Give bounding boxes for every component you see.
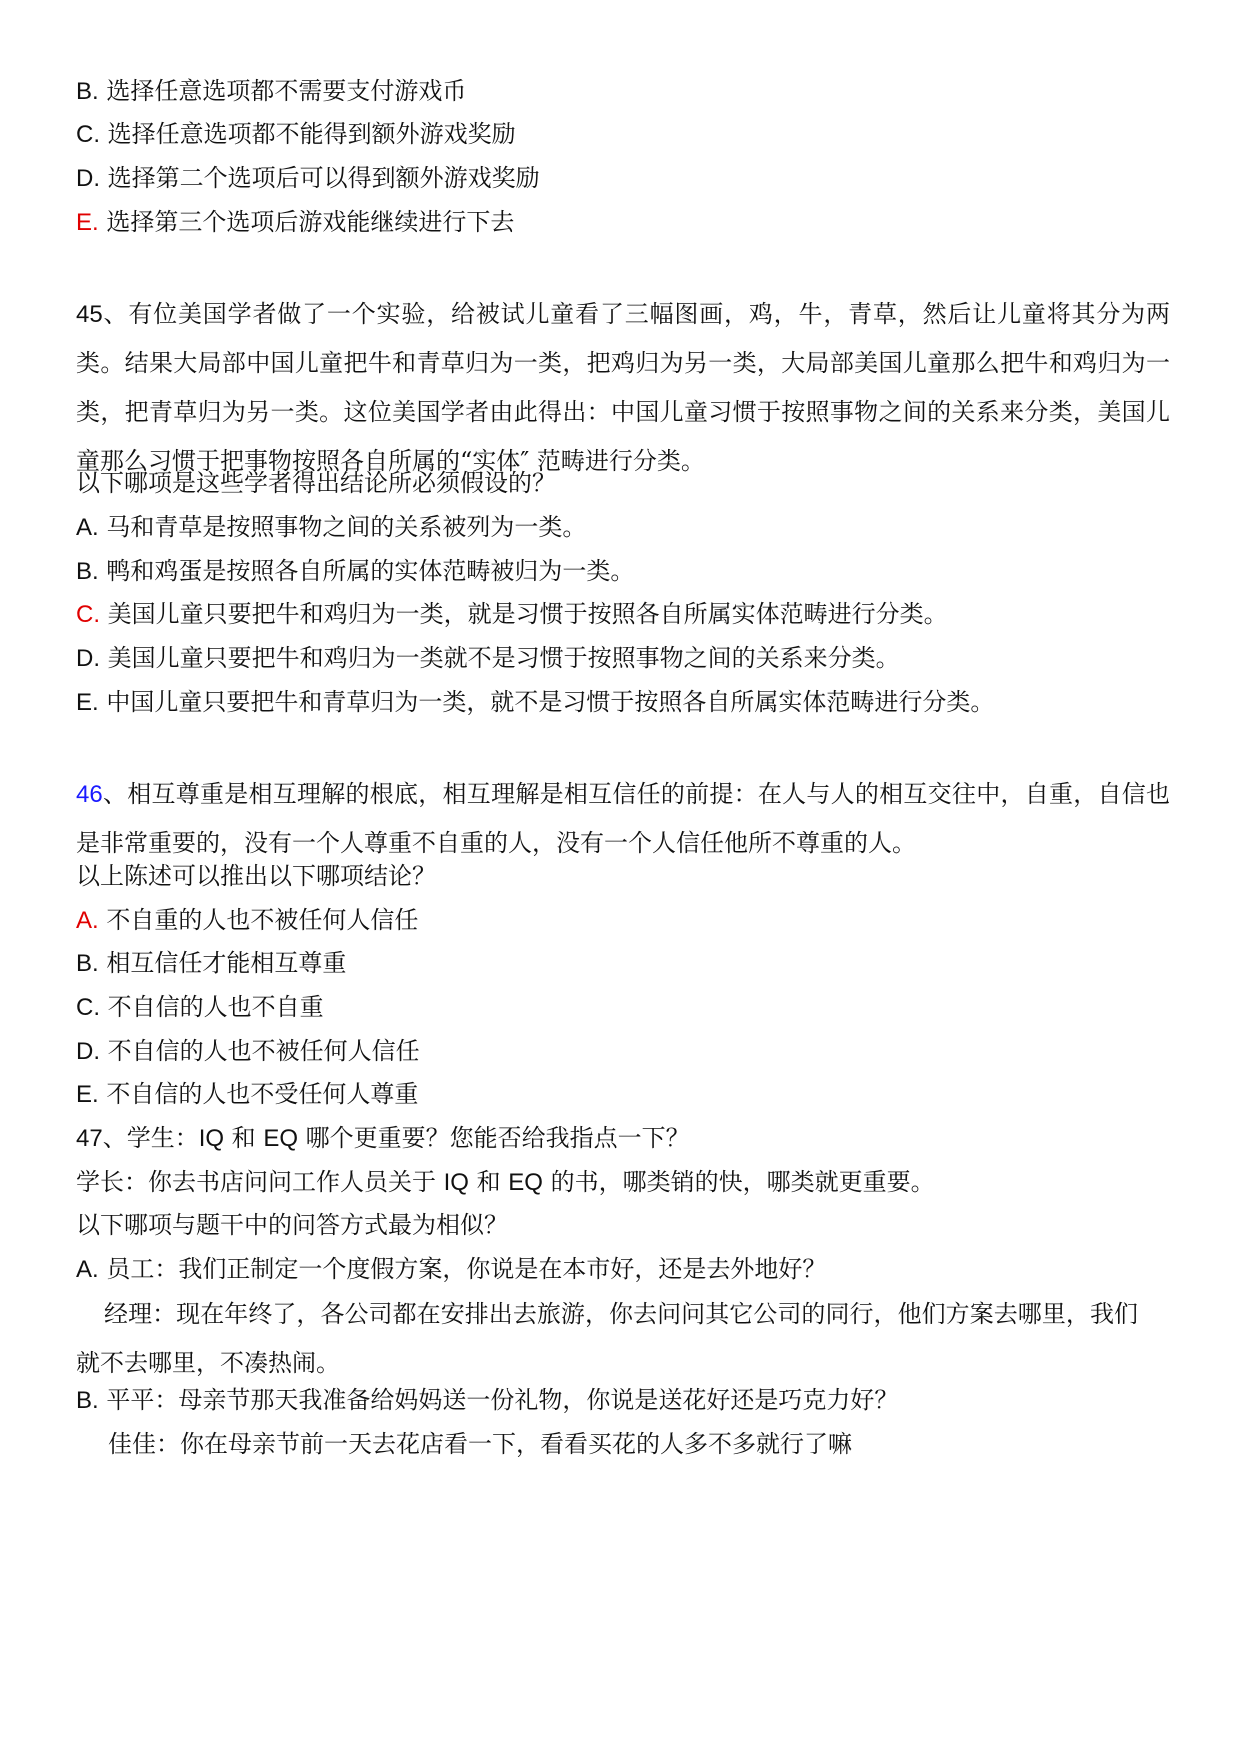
q47-question: 以下哪项与题干中的问答方式最为相似？ xyxy=(76,1211,508,1239)
q45-option-a xyxy=(76,510,586,545)
reply-part: 学长：你去书店问问工作人员关于 xyxy=(76,1168,444,1196)
reply-part: 的书，哪类销的快，哪类就更重要。 xyxy=(542,1168,935,1196)
option-text: 马和青草是按照事物之间的关系被列为一类。 xyxy=(106,513,587,541)
q47-option-b-line1 xyxy=(76,1383,898,1418)
q44-option-d xyxy=(76,161,540,196)
q46-option-e xyxy=(76,1077,418,1112)
option-text: 平平：母亲节那天我准备给妈妈送一份礼物，你说是送花好还是巧克力好？ xyxy=(106,1386,899,1414)
option-text: 选择第二个选项后可以得到额外游戏奖励 xyxy=(107,164,540,192)
option-text: 经理：现在年终了，各公司都在安排出去旅游，你去问问其它公司的同行，他们方案去哪里，我们就不去哪里，不凑热闹。 xyxy=(76,1300,1138,1377)
option-letter: D. xyxy=(76,1038,100,1065)
question-stem-text: 、有位美国学者做了一个实验，给被试儿童看了三幅图画，鸡，牛，青草，然后让儿童将其分为两类。结果大局部中国儿童把牛和青草归为一类，把鸡归为另一类，大局部美国儿童那么把牛和鸡归为一类，把青草归为另一类。这位美国学者由此得出：中国儿童习惯于按照事物之间的关系来分类，美国儿童那么习惯于把事物按照各自所属的“实体″ 范畴进行分类。 xyxy=(76,300,1170,475)
option-letter: C. xyxy=(76,121,100,148)
q45-option-e xyxy=(76,685,994,720)
reply-iq: IQ xyxy=(443,1169,469,1196)
option-letter: E. xyxy=(76,689,99,716)
option-letter: B. xyxy=(76,1387,99,1414)
q45-option-d xyxy=(76,641,900,676)
option-text: 选择任意选项都不需要支付游戏币 xyxy=(106,77,467,105)
option-text: 不自信的人也不自重 xyxy=(107,993,324,1021)
option-letter-answer: C. xyxy=(76,601,100,628)
question-number: 45 xyxy=(76,301,103,328)
q46-question: 以上陈述可以推出以下哪项结论？ xyxy=(76,862,436,890)
option-letter-answer: A. xyxy=(76,907,99,934)
q46-stem xyxy=(76,770,1170,868)
option-text: 美国儿童只要把牛和鸡归为一类就不是习惯于按照事物之间的关系来分类。 xyxy=(107,644,900,672)
option-text: 相互信任才能相互尊重 xyxy=(106,949,347,977)
option-letter: E. xyxy=(76,1081,99,1108)
q44-option-b xyxy=(76,74,466,109)
stem-part: 和 xyxy=(224,1124,264,1152)
question-stem-text: 、相互尊重是相互理解的根底，相互理解是相互信任的前提：在人与人的相互交往中，自重，自信也是非常重要的，没有一个人尊重不自重的人，没有一个人信任他所不尊重的人。 xyxy=(76,780,1170,857)
q47-stem xyxy=(76,1121,690,1156)
option-text: 选择第三个选项后游戏能继续进行下去 xyxy=(106,208,515,236)
option-text: 鸭和鸡蛋是按照各自所属的实体范畴被归为一类。 xyxy=(106,557,635,585)
q46-option-a xyxy=(76,903,418,938)
option-text: 中国儿童只要把牛和青草归为一类，就不是习惯于按照各自所属实体范畴进行分类。 xyxy=(106,688,995,716)
option-letter: A. xyxy=(76,514,99,541)
q47-option-a-line1 xyxy=(76,1252,826,1287)
stem-eq: EQ xyxy=(263,1125,298,1152)
option-text: 选择任意选项都不能得到额外游戏奖励 xyxy=(107,120,516,148)
q46-option-b xyxy=(76,946,346,981)
option-letter: D. xyxy=(76,645,100,672)
option-letter-answer: E. xyxy=(76,209,99,236)
option-text: 员工：我们正制定一个度假方案，你说是在本市好，还是去外地好？ xyxy=(106,1255,827,1283)
option-letter: C. xyxy=(76,994,100,1021)
option-letter: B. xyxy=(76,950,99,977)
q44-option-e xyxy=(76,205,514,240)
stem-iq: IQ xyxy=(198,1125,225,1152)
option-text: 不自信的人也不受任何人尊重 xyxy=(106,1080,419,1108)
option-text: 不自重的人也不被任何人信任 xyxy=(106,906,419,934)
stem-part: 、学生： xyxy=(102,1124,199,1152)
option-letter: A. xyxy=(76,1256,99,1283)
stem-part: 哪个更重要？您能否给我指点一下？ xyxy=(298,1124,690,1152)
option-letter: B. xyxy=(76,558,99,585)
q47-option-b-line2: 佳佳：你在母亲节前一天去花店看一下，看看买花的人多不多就行了嘛 xyxy=(108,1430,852,1458)
q45-question: 以下哪项是这些学者得出结论所必须假设的？ xyxy=(76,469,556,497)
q47-option-a-line2 xyxy=(76,1290,1138,1388)
q47-reply xyxy=(76,1165,935,1200)
reply-eq: EQ xyxy=(508,1169,543,1196)
q44-option-c xyxy=(76,117,516,152)
option-letter: D. xyxy=(76,165,100,192)
option-text: 美国儿童只要把牛和鸡归为一类，就是习惯于按照各自所属实体范畴进行分类。 xyxy=(107,600,948,628)
q45-option-c xyxy=(76,597,948,632)
q45-stem xyxy=(76,290,1170,486)
reply-part: 和 xyxy=(468,1168,509,1196)
q46-option-d xyxy=(76,1034,420,1069)
q46-option-c xyxy=(76,990,324,1025)
q45-option-b xyxy=(76,554,634,589)
option-text: 不自信的人也不被任何人信任 xyxy=(107,1037,420,1065)
option-letter: B. xyxy=(76,78,99,105)
question-number: 46 xyxy=(76,781,103,808)
question-number: 47 xyxy=(76,1125,103,1152)
